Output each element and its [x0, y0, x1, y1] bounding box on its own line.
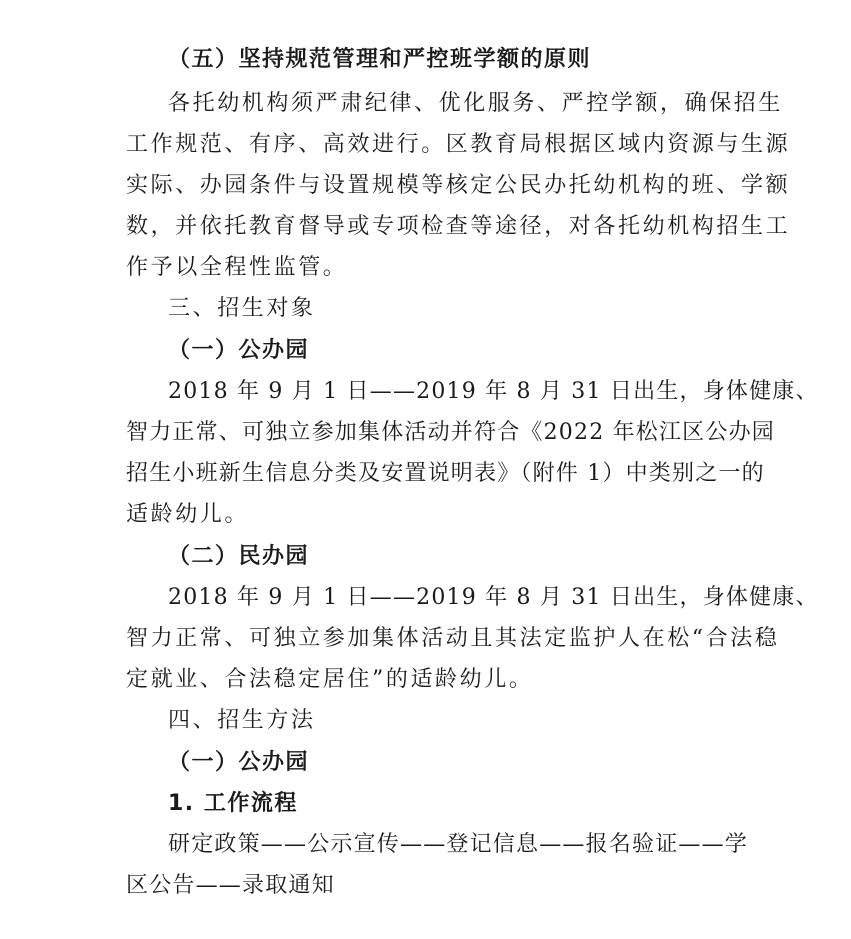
paragraph-line: 2018 年 9 月 1 日——2019 年 8 月 31 日出生，身体健康、: [168, 585, 819, 610]
paragraph-line: 区公告——录取通知: [126, 873, 335, 898]
paragraph-line: 适龄幼儿。: [126, 502, 250, 527]
section-heading-5: （五）坚持规范管理和严控班学额的原则: [168, 47, 592, 72]
paragraph-line: 实际、办园条件与设置规模等核定公民办托幼机构的班、学额: [126, 173, 791, 198]
paragraph-line: 2018 年 9 月 1 日——2019 年 8 月 31 日出生，身体健康、: [168, 379, 819, 404]
paragraph-line: 工作规范、有序、高效进行。区教育局根据区域内资源与生源: [126, 132, 791, 157]
subsection-private-kindergarten: （二）民办园: [168, 544, 310, 569]
paragraph-line: 数，并依托教育督导或专项检查等途径，对各托幼机构招生工: [126, 214, 791, 239]
subsection-public-kindergarten: （一）公办园: [168, 750, 310, 775]
paragraph-line: 智力正常、可独立参加集体活动并符合《2022 年松江区公办园: [126, 420, 775, 445]
paragraph-line: 各托幼机构须严肃纪律、优化服务、严控学额，确保招生: [168, 91, 784, 116]
section-title-enrollment-methods: 四、招生方法: [168, 708, 316, 733]
paragraph-line: 研定政策——公示宣传——登记信息——报名验证——学: [168, 832, 749, 857]
subsection-workflow: 1. 工作流程: [168, 791, 298, 816]
paragraph-line: 作予以全程性监管。: [126, 255, 348, 280]
paragraph-line: 智力正常、可独立参加集体活动且其法定监护人在松“合法稳: [126, 626, 780, 651]
paragraph-line: 定就业、合法稳定居住”的适龄幼儿。: [126, 667, 534, 692]
section-title-enrollment-targets: 三、招生对象: [168, 296, 316, 321]
paragraph-line: 招生小班新生信息分类及安置说明表》（附件 1）中类别之一的: [126, 461, 765, 486]
subsection-public-kindergarten: （一）公办园: [168, 338, 310, 363]
